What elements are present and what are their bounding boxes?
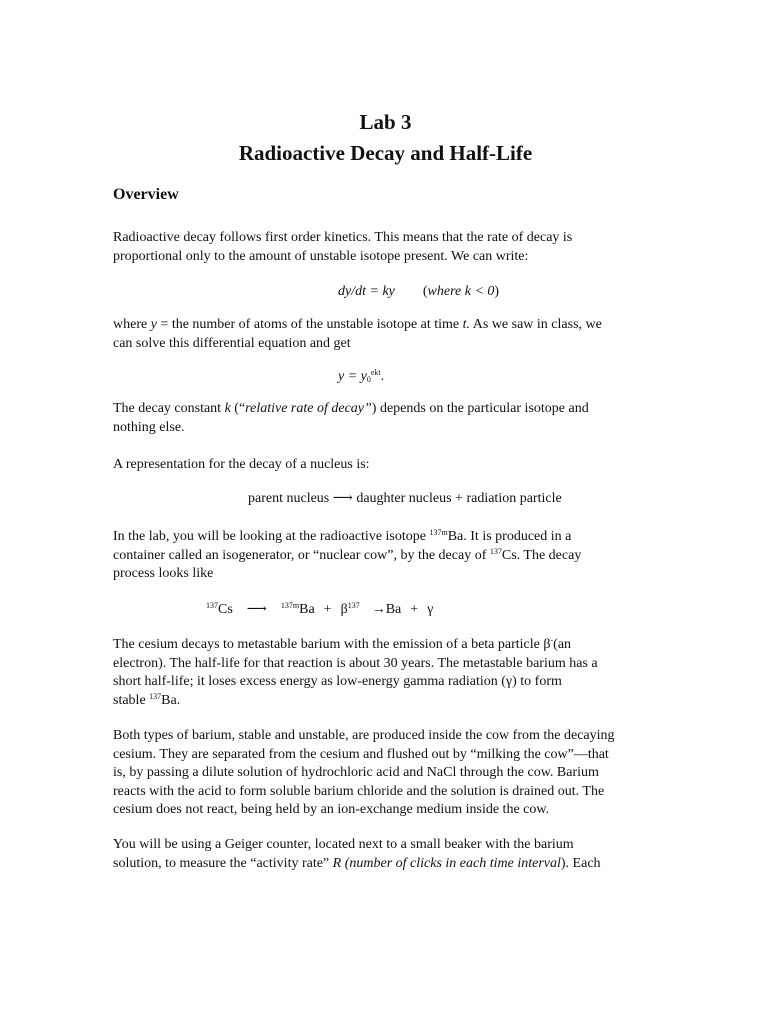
paragraph-line [113, 400, 658, 419]
paragraph-line [113, 528, 658, 547]
paragraph-line: cesium. They are separated from the cesium and flushed out by “milking the cow”—that [113, 746, 609, 762]
paragraph-line: Both types of barium, stable and unstable, are produced inside the cow from the decaying [113, 728, 615, 743]
paragraph-line: can solve this differential equation and get [113, 335, 351, 351]
equation-subscript: 0 [366, 375, 371, 384]
text-run: = the number of atoms of the unstable isotope at time [156, 317, 463, 332]
equation-paren-close: ) [494, 284, 500, 299]
beta-symbol: β [340, 602, 348, 617]
equation-condition: where k < 0 [427, 284, 495, 299]
paragraph-representation [113, 456, 658, 475]
superscript: 137 [206, 601, 218, 610]
paragraph-decay-constant [113, 400, 658, 437]
paragraph-line: nothing else. [113, 419, 185, 435]
text-run: The cesium decays to metastable barium with the emission of a beta particle β [113, 637, 551, 652]
text-run: Ba. It is produced in a [447, 529, 572, 544]
paragraph-intro [113, 229, 658, 266]
superscript: 137 [149, 691, 162, 701]
text-run: stable [113, 692, 150, 708]
text-run: Cs. The decay [501, 547, 582, 563]
lab-title: Radioactive Decay and Half-Life [238, 141, 533, 165]
overview-heading: Overview [113, 186, 179, 203]
text-run: As we saw in class, we [470, 317, 602, 332]
paragraph-line [113, 855, 658, 874]
italic-phrase: (number of clicks in each time interval [341, 855, 561, 871]
gamma-symbol: γ [427, 602, 434, 617]
paragraph-line: short half-life; it loses excess energy as low-energy gamma radiation (γ) to form [113, 674, 562, 689]
arrow-icon: → [371, 602, 386, 617]
superscript: 137 [347, 601, 360, 610]
equation-cesium-chain [206, 601, 433, 619]
variable-k: k [224, 401, 231, 416]
text-run: The decay constant [113, 401, 225, 416]
superscript: 137m [429, 528, 448, 537]
paragraph-line: cesium does not react, being held by an ion-exchange medium inside the cow. [113, 802, 550, 817]
lab-number-title: Lab 3 [359, 110, 412, 134]
equation-period: . [380, 369, 385, 384]
superscript: 137 [489, 546, 502, 556]
variable-r: R [332, 855, 342, 871]
variable-y: y [150, 317, 157, 332]
equation-lhs: dy/dt = ky [338, 284, 395, 299]
paragraph-line [113, 316, 658, 335]
equation-lhs: y = y [338, 369, 367, 384]
paragraph-line: proportional only to the amount of unstable isotope present. We can write: [113, 248, 529, 264]
text-run: container called an isogenerator, or “nuclear cow”, by the decay of [113, 547, 490, 563]
plus-sign: + [323, 602, 332, 617]
paragraph-isotope [113, 528, 658, 584]
text-run: In the lab, you will be looking at the radioactive isotope [113, 529, 430, 544]
paragraph-line: You will be using a Geiger counter, located next to a small beaker with the barium [113, 837, 574, 852]
superscript: 137m [280, 601, 300, 610]
paragraph-barium-types [113, 727, 658, 820]
paragraph-where [113, 316, 658, 353]
equation-exponent: ekt [370, 368, 381, 377]
paragraph-line [113, 547, 658, 566]
paragraph-geiger-counter [113, 836, 658, 873]
text-run: solution, to measure the “activity rate” [113, 855, 333, 871]
arrow-icon: ⟶ [246, 602, 267, 617]
italic-phrase: relative rate of decay” [245, 401, 372, 416]
equation-paren-open: ( [422, 284, 428, 299]
text-run: ). Each [560, 855, 601, 871]
paragraph-line [113, 636, 658, 655]
text-run: (an [553, 637, 572, 652]
equation-differential [338, 283, 499, 301]
variable-t: t. [462, 317, 471, 332]
paragraph-line: electron). The half-life for that reaction is about 30 years. The metastable barium has a [113, 655, 598, 671]
superscript: - [550, 636, 554, 645]
text-run: (“ [230, 401, 246, 416]
paragraph-line: reacts with the acid to form soluble barium chloride and the solution is drained out. The [113, 783, 605, 799]
paragraph-line: A representation for the decay of a nucleus is: [113, 457, 370, 472]
equation-nucleus-decay: parent nucleus ⟶ daughter nucleus + radiation particle [248, 491, 562, 506]
paragraph-line: Radioactive decay follows first order kinetics. This means that the rate of decay is [113, 230, 573, 245]
plus-sign: + [410, 602, 419, 617]
paragraph-cesium-decays [113, 636, 658, 710]
paragraph-line [113, 692, 658, 711]
paragraph-line: process looks like [113, 566, 214, 581]
text-run: Ba. [161, 692, 181, 708]
text-run: where [113, 317, 151, 332]
element-ba: Ba [299, 602, 315, 617]
text-run: ) depends on the particular isotope and [371, 401, 589, 416]
element-cs: Cs [218, 602, 233, 617]
element-ba: Ba [385, 602, 402, 617]
equation-solution [338, 368, 384, 386]
paragraph-line: is, by passing a dilute solution of hydrochloric acid and NaCl through the cow. Barium [113, 765, 599, 780]
